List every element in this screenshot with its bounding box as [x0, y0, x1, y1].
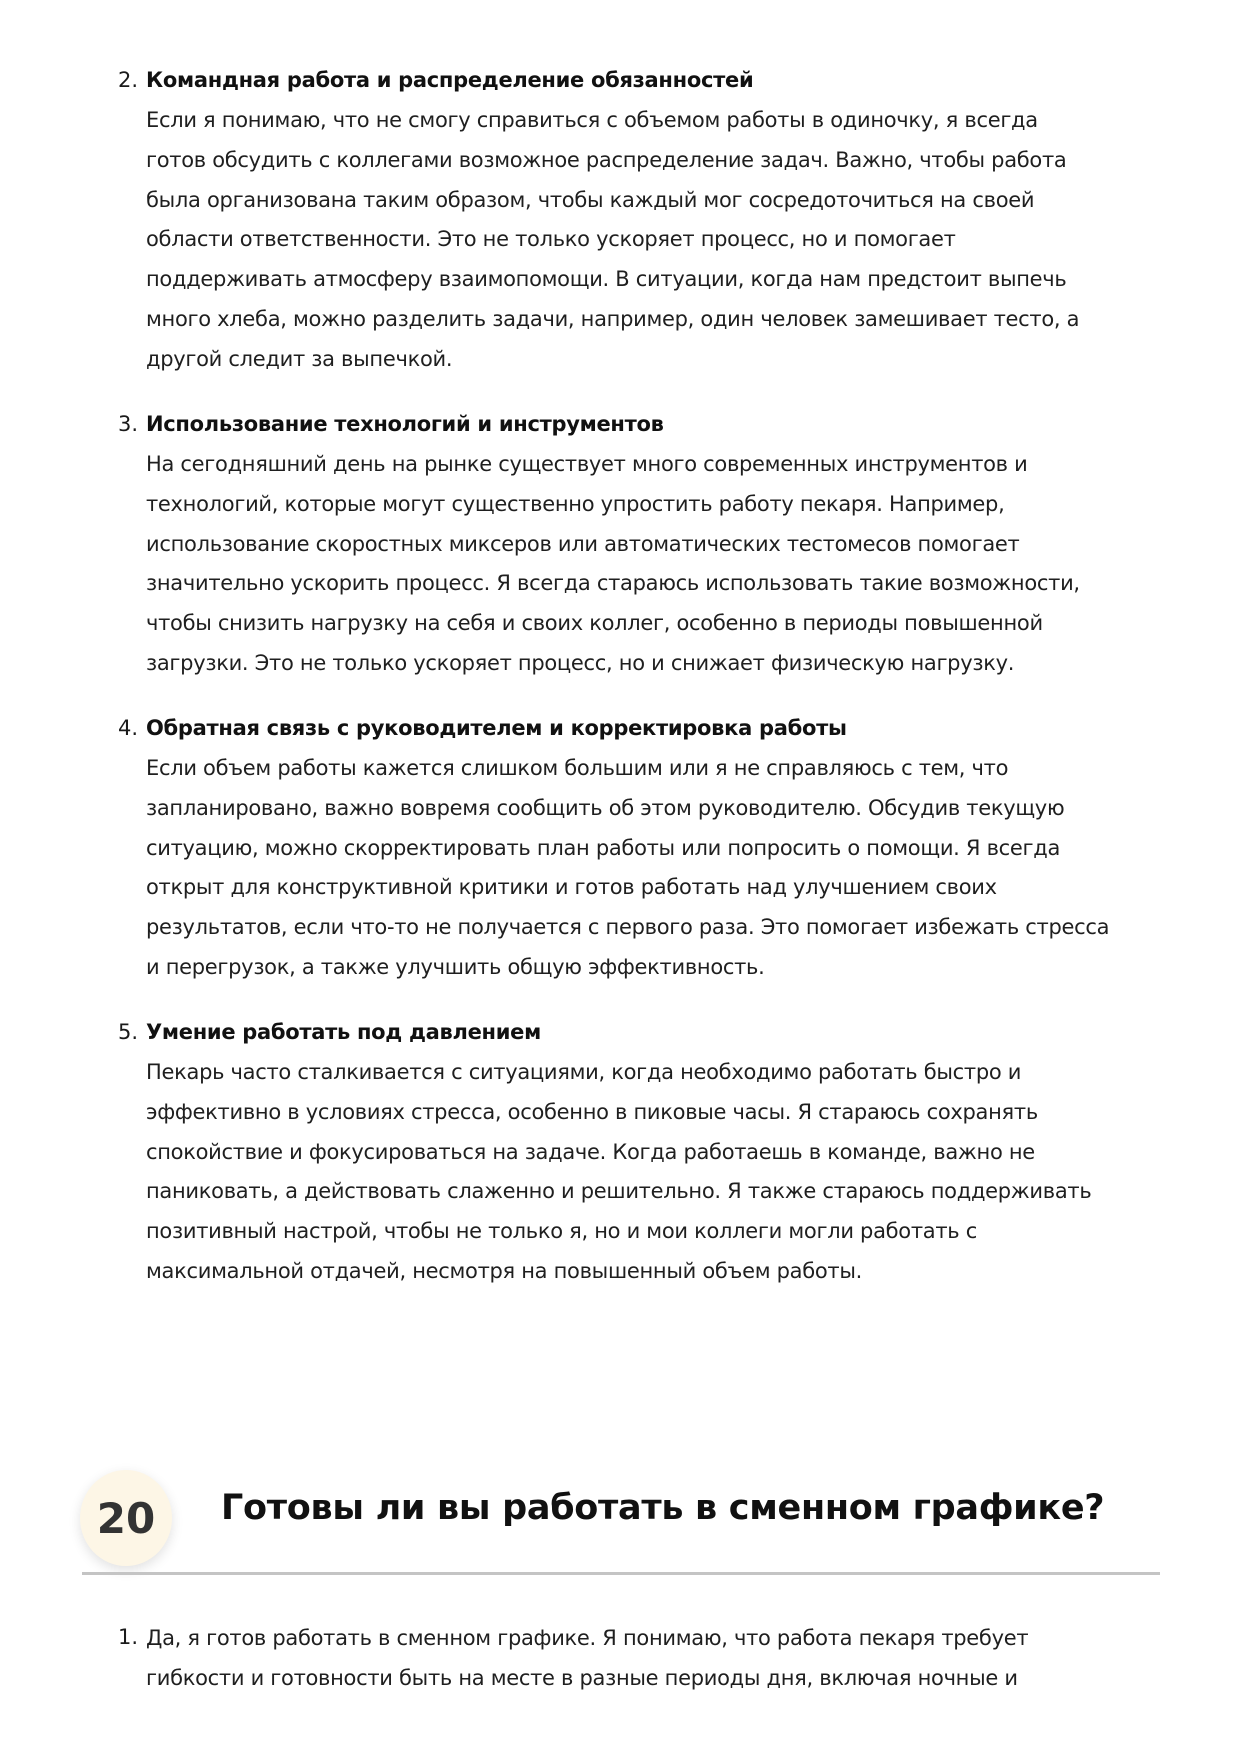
item-title: Использование технологий и инструментов — [146, 412, 664, 436]
body-line: эффективно в условиях стресса, особенно в пиковые часы. Я стараюсь сохранять — [146, 1099, 1038, 1124]
body-line: позитивный настрой, чтобы не только я, но и мои коллеги могли работать с — [146, 1219, 977, 1244]
item-title: Командная работа и распределение обязанностей — [146, 68, 754, 92]
item-body — [146, 1618, 1176, 1698]
body-line: использование скоростных миксеров или автоматических тестомесов помогает — [146, 531, 1020, 556]
body-line: гибкости и готовности быть на месте в разные периоды дня, включая ночные и — [146, 1666, 1018, 1690]
item-title: Умение работать под давлением — [146, 1020, 541, 1044]
item-number: 5. — [118, 1020, 139, 1044]
question-number-badge: 20 — [80, 1470, 172, 1566]
body-line: значительно ускорить процесс. Я всегда стараюсь использовать такие возможности, — [146, 571, 1080, 596]
body-line: поддерживать атмосферу взаимопомощи. В ситуации, когда нам предстоит выпечь — [146, 267, 1067, 292]
item-number: 2. — [118, 68, 139, 92]
body-line: запланировано, важно вовремя сообщить об этом руководителю. Обсудив текущую — [146, 795, 1065, 820]
item-body — [146, 1053, 1176, 1292]
body-line: Если объем работы кажется слишком большим или я не справляюсь с тем, что — [146, 756, 1009, 780]
item-body — [146, 101, 1176, 380]
body-line: открыт для конструктивной критики и готов работать над улучшением своих — [146, 875, 997, 900]
section-divider — [82, 1572, 1160, 1575]
item-number: 4. — [118, 716, 139, 740]
body-line: Да, я готов работать в сменном графике. Я понимаю, что работа пекаря требует — [146, 1626, 1029, 1650]
body-line: загрузки. Это не только ускоряет процесс, но и снижает физическую нагрузку. — [146, 650, 1015, 675]
body-line: максимальной отдачей, несмотря на повышенный объем работы. — [146, 1258, 863, 1283]
body-line: Пекарь часто сталкивается с ситуациями, когда необходимо работать быстро и — [146, 1060, 1022, 1084]
body-line: области ответственности. Это не только ускоряет процесс, но и помогает — [146, 227, 956, 252]
body-line: чтобы снизить нагрузку на себя и своих коллег, особенно в периоды повышенной — [146, 611, 1043, 636]
body-line: На сегодняшний день на рынке существует много современных инструментов и — [146, 452, 1028, 476]
item-body — [146, 445, 1176, 684]
body-line: ситуацию, можно скорректировать план работы или попросить о помощи. Я всегда — [146, 835, 1061, 860]
body-line: много хлеба, можно разделить задачи, например, один человек замешивает тесто, а — [146, 306, 1080, 331]
item-title: Обратная связь с руководителем и корректировка работы — [146, 716, 847, 740]
body-line: технологий, которые могут существенно упростить работу пекаря. Например, — [146, 491, 1005, 516]
item-number: 1. — [118, 1625, 139, 1649]
body-line: и перегрузок, а также улучшить общую эффективность. — [146, 954, 765, 979]
body-line: Если я понимаю, что не смогу справиться с объемом работы в одиночку, я всегда — [146, 108, 1038, 132]
section-header — [80, 1470, 1160, 1580]
body-line: паниковать, а действовать слаженно и решительно. Я также стараюсь поддерживать — [146, 1179, 1092, 1204]
body-line: другой следит за выпечкой. — [146, 346, 453, 371]
item-body — [146, 749, 1176, 988]
body-line: была организована таким образом, чтобы каждый мог сосредоточиться на своей — [146, 187, 1035, 212]
body-line: готов обсудить с коллегами возможное распределение задач. Важно, чтобы работа — [146, 147, 1067, 172]
body-line: результатов, если что-то не получается с первого раза. Это помогает избежать стресса — [146, 915, 1110, 940]
item-number: 3. — [118, 412, 139, 436]
section-title: Готовы ли вы работать в сменном графике? — [221, 1488, 1105, 1528]
body-line: спокойствие и фокусироваться на задаче. Когда работаешь в команде, важно не — [146, 1139, 1035, 1164]
